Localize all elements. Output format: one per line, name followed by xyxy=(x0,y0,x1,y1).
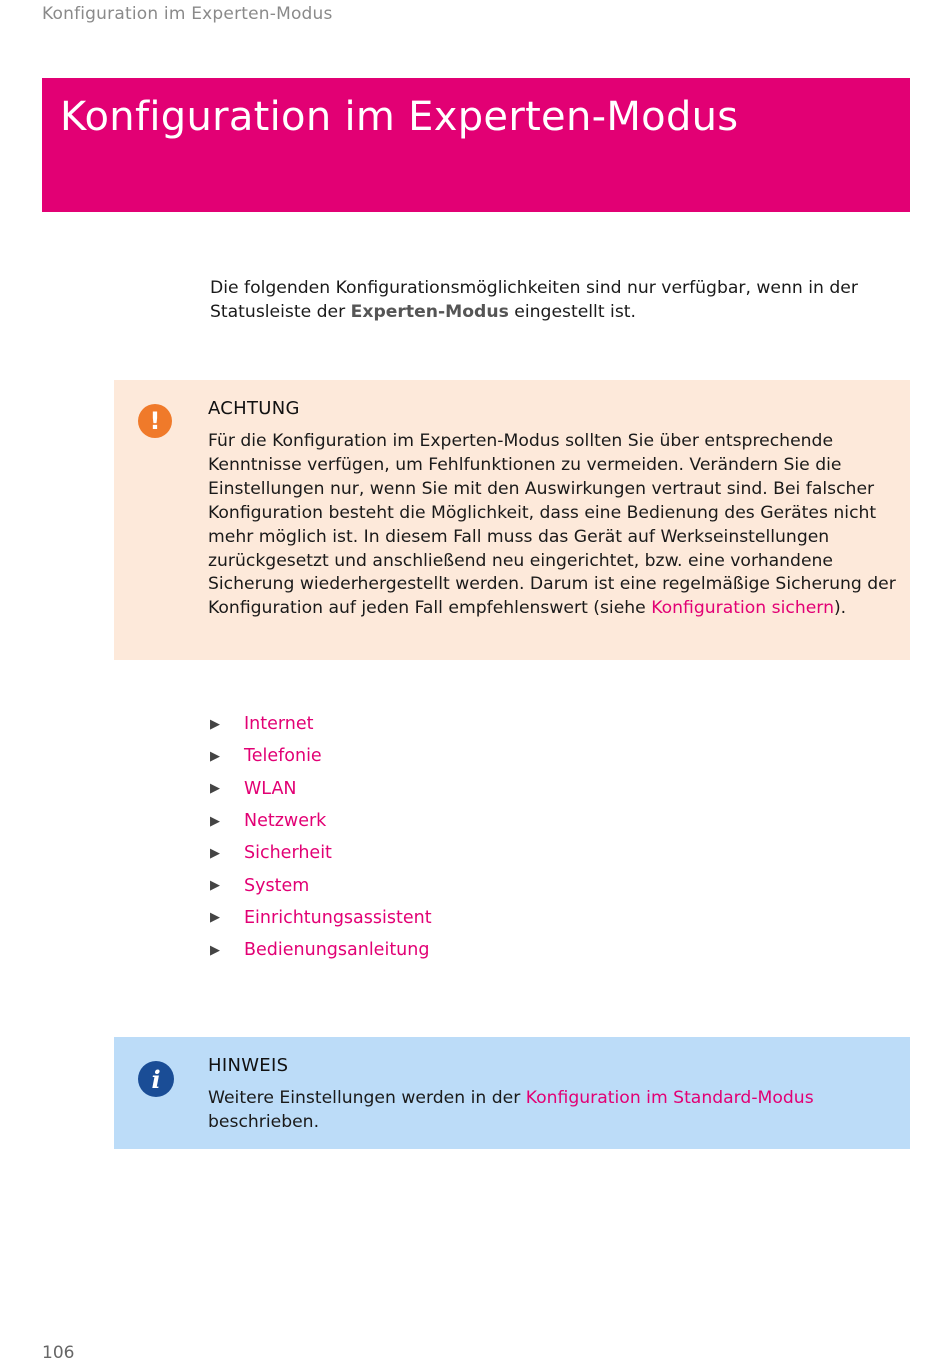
topic-list xyxy=(210,708,432,966)
warning-callout xyxy=(114,380,910,660)
topic-link[interactable]: Bedienungsanleitung xyxy=(244,940,430,961)
list-item[interactable] xyxy=(210,934,432,966)
page-number: 106 xyxy=(42,1343,75,1363)
note-tail: beschrieben. xyxy=(208,1111,320,1132)
triangle-right-icon: ▶ xyxy=(210,845,220,861)
topic-link[interactable]: WLAN xyxy=(244,778,297,799)
topic-link[interactable]: System xyxy=(244,875,310,896)
info-icon: i xyxy=(138,1061,174,1097)
link-konfiguration-sichern[interactable]: Konfiguration sichern xyxy=(651,598,834,619)
triangle-right-icon: ▶ xyxy=(210,813,220,829)
intro-text-end: eingestellt ist. xyxy=(508,302,636,322)
list-item[interactable] xyxy=(210,837,432,869)
triangle-right-icon: ▶ xyxy=(210,878,220,894)
intro-text-start: Die folgenden Konfigurationsmöglichkeiten sind nur verfügbar, wenn in der Statusleiste der xyxy=(210,278,858,322)
topic-link[interactable]: Internet xyxy=(244,714,314,735)
topic-link[interactable]: Sicherheit xyxy=(244,843,332,864)
triangle-right-icon: ▶ xyxy=(210,716,220,732)
list-item[interactable] xyxy=(210,708,432,740)
topic-link[interactable]: Netzwerk xyxy=(244,811,327,832)
running-header: Konfiguration im Experten-Modus xyxy=(42,4,333,24)
triangle-right-icon: ▶ xyxy=(210,910,220,926)
link-standard-modus[interactable]: Konfiguration im Standard-Modus xyxy=(525,1088,814,1108)
topic-link[interactable]: Telefonie xyxy=(244,746,322,767)
triangle-right-icon: ▶ xyxy=(210,748,220,764)
exclamation-icon: ! xyxy=(138,404,172,438)
note-body: Weitere Einstellungen werden in der xyxy=(208,1088,526,1108)
list-item[interactable] xyxy=(210,805,432,837)
intro-paragraph xyxy=(210,276,910,324)
page-title: Konfiguration im Experten-Modus xyxy=(60,94,739,140)
warning-heading: ACHTUNG xyxy=(208,398,300,419)
topic-link[interactable]: Einrichtungsassistent xyxy=(244,907,432,928)
triangle-right-icon: ▶ xyxy=(210,781,220,797)
list-item[interactable] xyxy=(210,740,432,772)
list-item[interactable] xyxy=(210,773,432,805)
list-item[interactable] xyxy=(210,869,432,901)
triangle-right-icon: ▶ xyxy=(210,942,220,958)
expert-mode-emphasis: Experten-Modus xyxy=(350,302,509,322)
warning-text xyxy=(208,430,902,621)
warning-body: Für die Konfiguration im Experten-Modus sollten Sie über entsprechende Kenntnisse verfügen, um Fehlfunktionen zu vermeiden. Verändern Sie die Einstellungen nur, wenn Sie mit den Auswirkungen vertraut sind. Bei falscher Konfiguration besteht die Möglichkeit, dass eine Bedienung des Gerätes nicht mehr möglich ist. In diesem Fall muss das Gerät auf Werkseinstellungen zurückgesetzt und anschließend neu eingerichtet, bzw. eine vorhandene Sicherung wiederhergestellt werden. Darum ist eine regelmäßige Sicherung der Konfiguration auf jeden Fall empfehlenswert (siehe xyxy=(208,431,896,619)
note-heading: HINWEIS xyxy=(208,1055,289,1076)
note-callout xyxy=(114,1037,910,1149)
title-banner xyxy=(42,78,910,212)
warning-tail: ). xyxy=(833,598,847,619)
list-item[interactable] xyxy=(210,902,432,934)
note-text xyxy=(208,1087,902,1135)
